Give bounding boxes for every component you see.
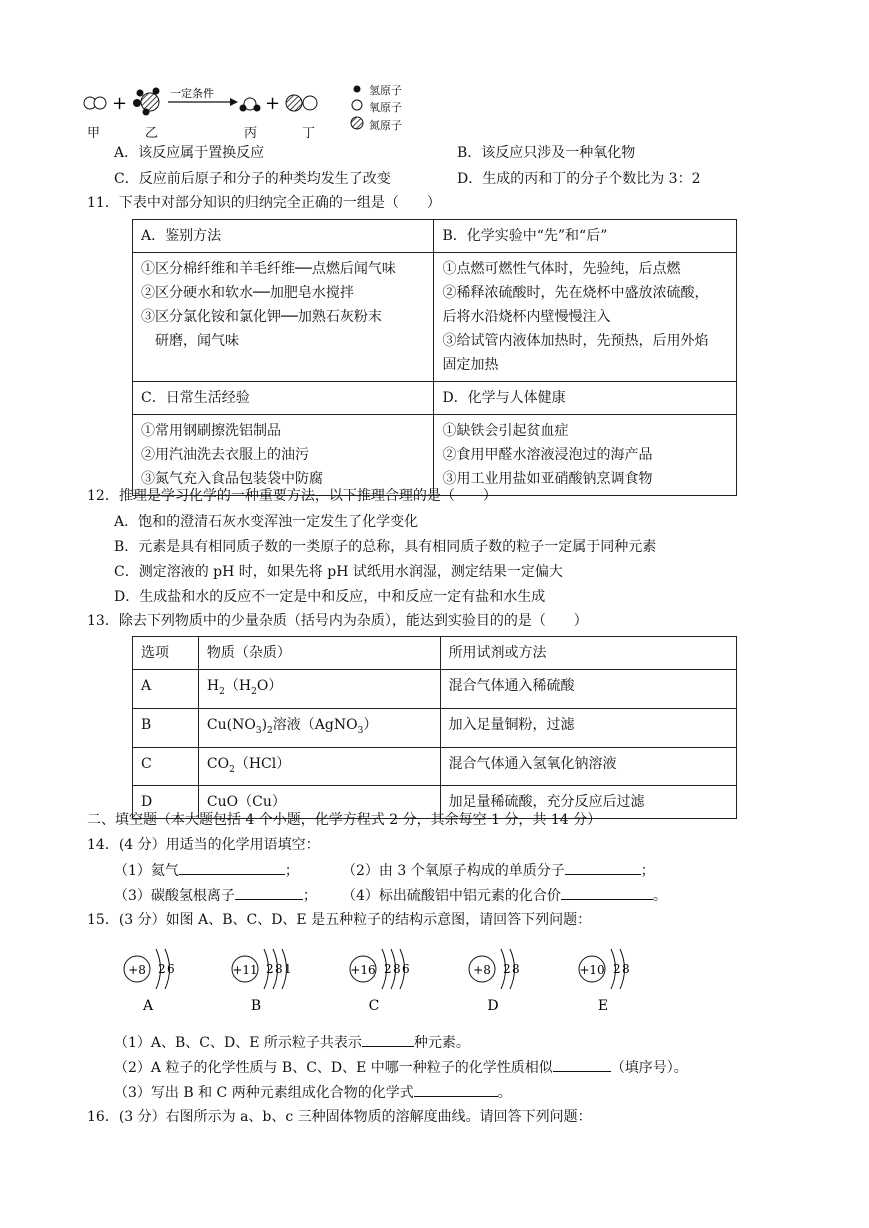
nucleus-charge: +16 (350, 963, 376, 977)
answer-blank[interactable] (565, 860, 641, 875)
particle-label: A (142, 998, 154, 1014)
q13-cell-substance: CuO（Cu） (198, 786, 440, 819)
q14-part-1-text: （1）氦气 (114, 863, 179, 879)
nucleus-charge: +8 (128, 963, 146, 977)
q13-cell-substance: $Cu(NO_3)_2$溶液（AgNO$_3$） (198, 708, 440, 747)
q11-c-item: ②用汽油洗去衣服上的油污 (141, 447, 309, 463)
q13-cell-method: 加足量稀硫酸，充分反应后过滤 (440, 786, 736, 819)
q13-row (133, 670, 737, 709)
q11-b-item: 固定加热 (442, 357, 499, 373)
nucleus-charge: +8 (473, 963, 491, 977)
q15-part-2-text: （2）A 粒子的化学性质与 B、C、D、E 中哪一种粒子的化学性质相似 (114, 1060, 553, 1076)
q11-c-head: C．日常生活经验 (133, 382, 434, 415)
molecule-yi (133, 88, 160, 116)
q12-option-b: B．元素是具有相同质子数的一类原子的总称，具有相同质子数的粒子一定属于同种元素 (114, 539, 657, 555)
particle-label: E (597, 998, 609, 1014)
q13-row (133, 708, 737, 747)
molecule-ding (286, 95, 317, 111)
label-ding: 丁 (302, 126, 316, 141)
q14-sep: ； (284, 863, 299, 879)
plus-sign-2: + (265, 93, 281, 114)
atom-diagram (228, 940, 318, 1015)
legend-hydrogen: 氢原子 (369, 84, 402, 97)
answer-blank[interactable] (561, 885, 653, 900)
q13-cell-option: B (133, 708, 199, 747)
q13-header-method: 所用试剂或方法 (440, 637, 736, 670)
q11-b-body (434, 253, 737, 382)
molecule-bing (240, 98, 261, 112)
label-yi: 乙 (145, 126, 159, 141)
q14-end: 。 (652, 888, 667, 904)
q11-b-head: B．化学实验中“先”和“后” (434, 220, 737, 253)
q14-part-2-text: （2）由 3 个氧原子构成的单质分子 (342, 863, 565, 879)
q14-part-4 (342, 885, 667, 906)
answer-blank[interactable] (235, 885, 303, 900)
q13-header-substance: 物质（杂质） (198, 637, 440, 670)
q11-a-head: A．鉴别方法 (133, 220, 434, 253)
q13-cell-option: D (133, 786, 199, 819)
q15-part-1 (114, 1032, 470, 1053)
q11-b-item: ①点燃可燃性气体时，先验纯，后点燃 (442, 261, 681, 277)
label-bing: 丙 (244, 126, 258, 141)
q15-part-3-tail: 。 (497, 1085, 512, 1101)
shell-electron-count: 8 (512, 962, 520, 976)
atom-diagram (120, 940, 210, 1015)
shell-electron-count: 6 (402, 962, 410, 976)
q11-d-body (434, 415, 737, 496)
q13-header-option: 选项 (133, 637, 199, 670)
q13-table (132, 636, 737, 819)
shell-electron-count: 1 (284, 962, 292, 976)
q11-a-item: ②区分硬水和软水──加肥皂水搅拌 (141, 285, 354, 301)
q11-b-item: ②稀释浓硫酸时，先在烧杯中盛放浓硫酸， (442, 285, 709, 301)
q10-option-b: B．该反应只涉及一种氧化物 (457, 145, 636, 161)
q10-option-a: A．该反应属于置换反应 (114, 145, 265, 161)
legend-nitrogen: 氮原子 (369, 119, 402, 132)
q10-option-c: C．反应前后原子和分子的种类均发生了改变 (114, 171, 391, 187)
q10-option-d: D．生成的丙和丁的分子个数比为 3：2 (457, 171, 701, 187)
q11-b-item: ③给试管内液体加热时，先预热，后用外焰 (442, 333, 709, 349)
shell-electron-count: 2 (158, 962, 166, 976)
q13-cell-option: C (133, 747, 199, 786)
q14-part-3-text: （3）碳酸氢根离子 (114, 888, 235, 904)
q15-stem: 15．(3 分）如图 A、B、C、D、E 是五种粒子的结构示意图，请回答下列问题： (87, 912, 592, 928)
molecule-jia (84, 97, 106, 109)
q11-c-item: ①常用钢刷擦洗铝制品 (141, 423, 281, 439)
q14-sep: ； (640, 863, 655, 879)
q13-row (133, 747, 737, 786)
q11-b-item: 后将水沿烧杯内壁慢慢注入 (442, 309, 611, 325)
atom-legend (351, 86, 363, 130)
q12-option-d: D．生成盐和水的反应不一定是中和反应，中和反应一定有盐和水生成 (114, 589, 546, 605)
q11-a-item: ①区分棉纤维和羊毛纤维──点燃后闻气味 (141, 261, 396, 277)
shell-electron-count: 8 (622, 962, 630, 976)
shell-electron-count: 8 (275, 962, 283, 976)
q16-stem: 16．(3 分）右图所示为 a、b、c 三种固体物质的溶解度曲线。请回答下列问题： (87, 1109, 592, 1125)
q14-part-4-text: （4）标出硫酸铝中铝元素的化合价 (342, 888, 561, 904)
q15-part-2-tail: （填序号）。 (610, 1060, 688, 1076)
answer-blank[interactable] (414, 1082, 498, 1097)
q12-option-c: C．测定溶液的 pH 时，如果先将 pH 试纸用水润湿，测定结果一定偏大 (114, 564, 563, 580)
q11-c-body (133, 415, 434, 496)
q15-part-3 (114, 1082, 512, 1103)
q11-d-item: ③用工业用盐如亚硝酸钠烹调食物 (442, 471, 653, 487)
q15-part-3-text: （3）写出 B 和 C 两种元素组成化合物的化学式 (114, 1085, 414, 1101)
q14-part-3 (114, 885, 317, 906)
arrow-label: 一定条件 (170, 87, 214, 100)
q11-a-body (133, 253, 434, 382)
q14-sep: ； (302, 888, 317, 904)
answer-blank[interactable] (362, 1032, 414, 1047)
q15-part-2 (114, 1057, 688, 1078)
particle-label: D (487, 998, 499, 1014)
q11-table (132, 219, 737, 496)
shell-electron-count: 2 (613, 962, 621, 976)
q11-d-item: ①缺铁会引起贫血症 (442, 423, 569, 439)
q11-stem: 11．下表中对部分知识的归纳完全正确的一组是（ ） (87, 195, 441, 211)
q13-cell-method: 混合气体通入稀硫酸 (440, 670, 736, 709)
q13-cell-option: A (133, 670, 199, 709)
q15-part-1-tail: 种元素。 (413, 1035, 470, 1051)
shell-electron-count: 6 (167, 962, 175, 976)
q14-part-2 (342, 860, 655, 881)
shell-electron-count: 8 (393, 962, 401, 976)
label-jia: 甲 (87, 126, 101, 141)
q12-stem: 12．推理是学习化学的一种重要方法，以下推理合理的是（ ） (87, 488, 497, 504)
nucleus-charge: +10 (579, 963, 605, 977)
q13-cell-substance: $CO_2(HCl)$ (198, 747, 440, 786)
particle-label: C (368, 998, 380, 1014)
q13-cell-method: 加入足量铜粉，过滤 (440, 708, 736, 747)
shell-electron-count: 2 (503, 962, 511, 976)
answer-blank[interactable] (553, 1057, 611, 1072)
atom-diagram (465, 940, 555, 1015)
q13-cell-substance: $H_2(H_2O)$ (198, 670, 440, 709)
atom-diagram (575, 940, 665, 1015)
q14-stem: 14．(4 分）用适当的化学用语填空： (87, 837, 320, 853)
atom-diagram (346, 940, 436, 1015)
q12-option-a: A．饱和的澄清石灰水变浑浊一定发生了化学变化 (114, 514, 419, 530)
answer-blank[interactable] (179, 860, 285, 875)
plus-sign: + (112, 93, 128, 114)
q13-cell-method: 混合气体通入氢氧化钠溶液 (440, 747, 736, 786)
q11-a-item: ③区分氯化铵和氯化钾──加熟石灰粉末 (141, 309, 382, 325)
q11-c-item: ③氮气充入食品包装袋中防腐 (141, 471, 323, 487)
q11-d-item: ②食用甲醛水溶液浸泡过的海产品 (442, 447, 653, 463)
q15-part-1-text: （1）A、B、C、D、E 所示粒子共表示 (114, 1035, 362, 1051)
q14-part-1 (114, 860, 299, 881)
section-2-title: 二、填空题（本大题包括 4 个小题，化学方程式 2 分，其余每空 1 分，共 14 分） (87, 812, 602, 828)
shell-electron-count: 2 (384, 962, 392, 976)
q13-stem: 13．除去下列物质中的少量杂质（括号内为杂质），能达到实验目的的是（ ） (87, 613, 588, 629)
legend-oxygen: 氧原子 (369, 101, 402, 114)
particle-label: B (250, 998, 262, 1014)
nucleus-charge: +11 (232, 963, 258, 977)
q11-a-item: 研磨，闻气味 (155, 333, 239, 349)
shell-electron-count: 2 (266, 962, 274, 976)
q11-d-head: D．化学与人体健康 (434, 382, 737, 415)
